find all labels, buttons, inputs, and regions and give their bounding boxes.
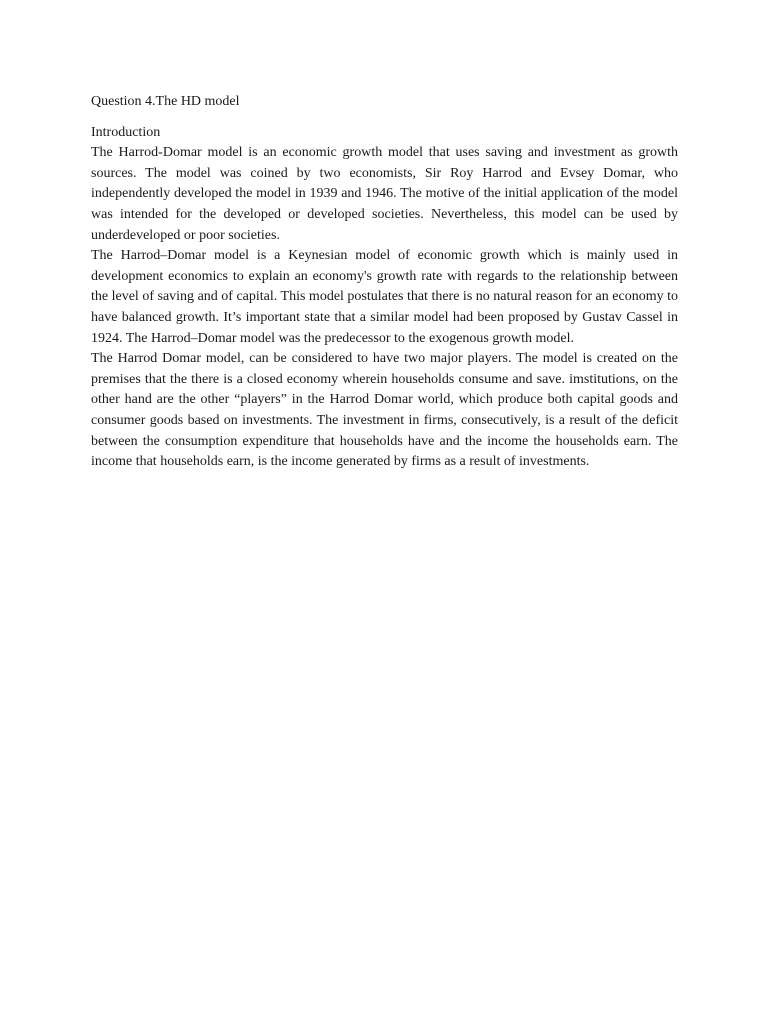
document-body: [91, 92, 678, 473]
section-heading: Introduction: [91, 124, 161, 140]
paragraph: The Harrod Domar model, can be considered to have two major players. The model is created on the premises that the there is a closed economy wherein households consume and save. imstitutions, on the other hand are the other “players” in the Harrod Domar world, which produce both capital goods and consumer goods based on investments. The investment in firms, consecutively, is a result of the deficit between the consumption expenditure that households have and the income the households earn. The income that households earn, is the income generated by firms as a result of investments.: [91, 351, 678, 470]
paragraph: The Harrod-Domar model is an economic growth model that uses saving and investment as growth sources. The model was coined by two economists, Sir Roy Harrod and Evsey Domar, who independently developed the model in 1939 and 1946. The motive of the initial application of the model was intended for the developed or developed societies. Nevertheless, this model can be used by underdeveloped or poor societies.: [91, 145, 678, 243]
document-title: Question 4.The HD model: [91, 94, 240, 109]
paragraph: The Harrod–Domar model is a Keynesian model of economic growth which is mainly used in development economics to explain an economy's growth rate with regards to the relationship between the level of saving and of capital. This model postulates that there is no natural reason for an economy to have balanced growth. It’s important state that a similar model had been proposed by Gustav Cassel in 1924. The Harrod–Domar model was the predecessor to the exogenous growth model.: [91, 248, 678, 346]
